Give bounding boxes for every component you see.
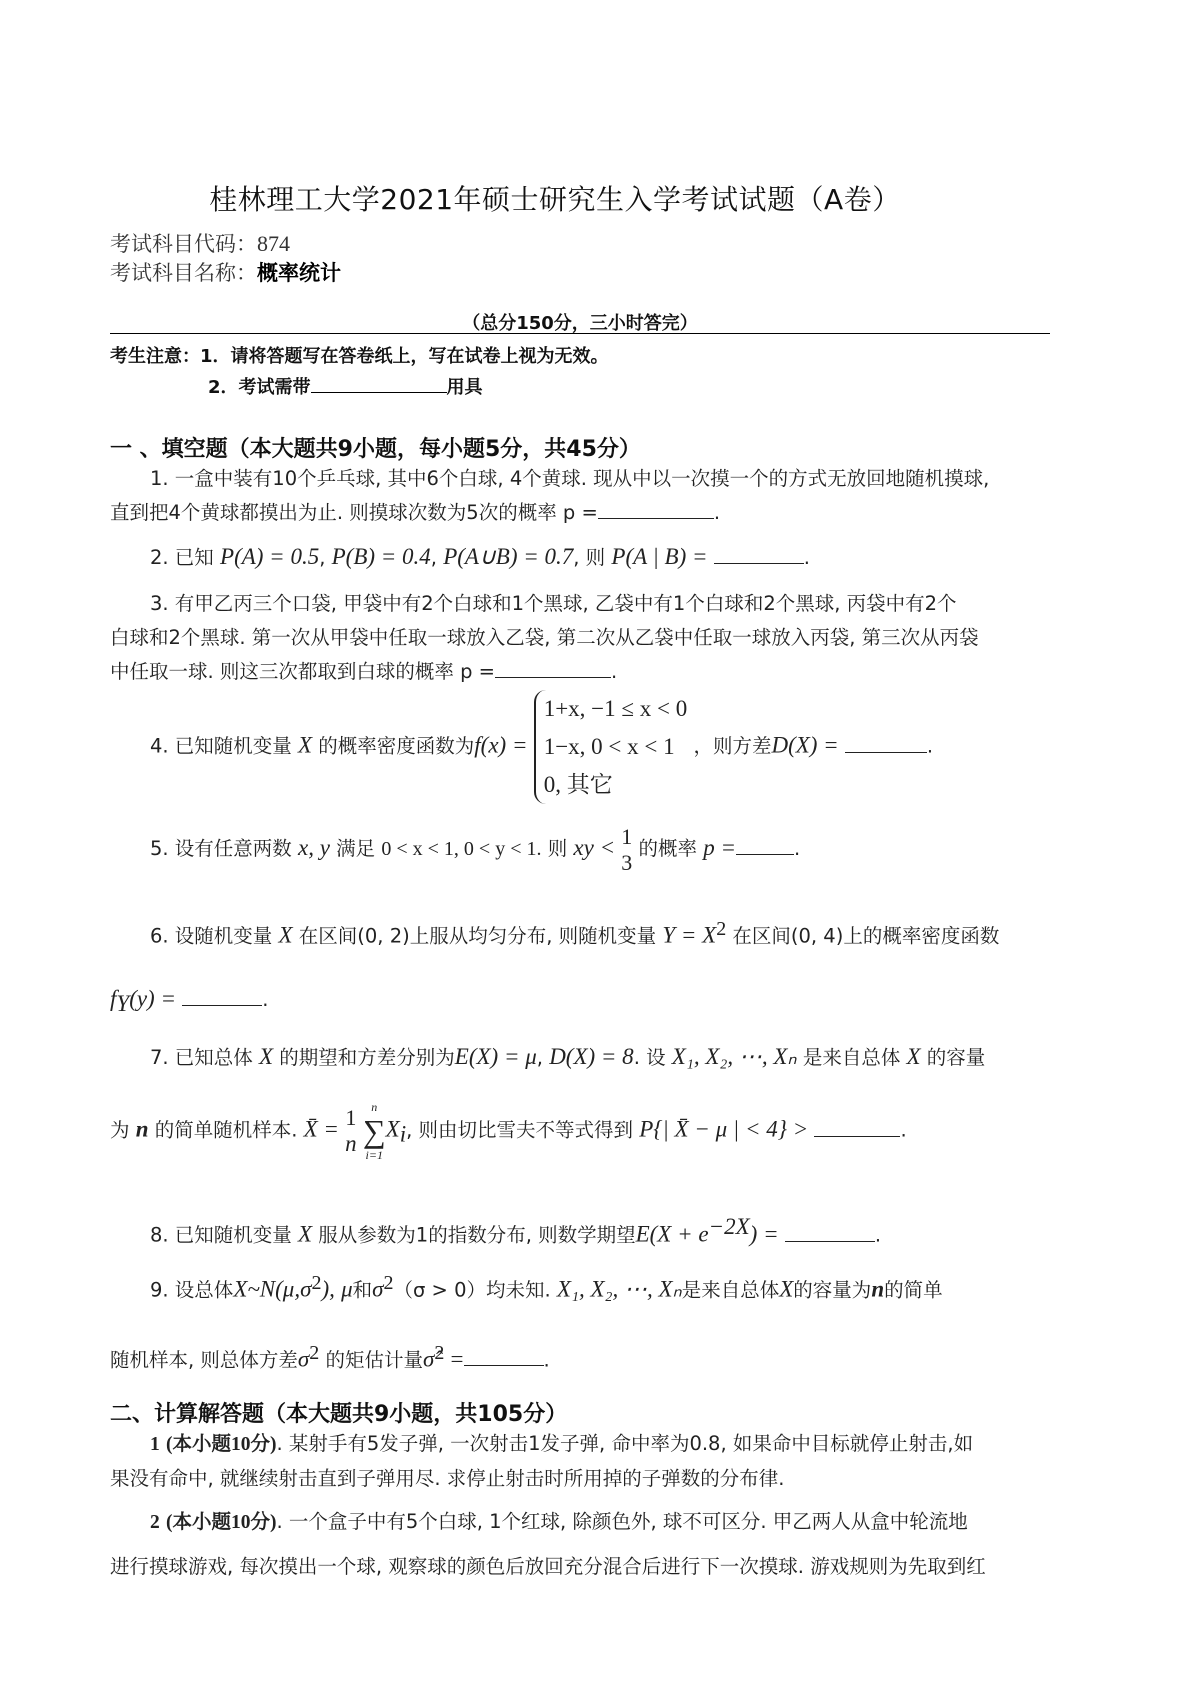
q7-var-2: X bbox=[906, 1044, 921, 1069]
q9-dist-exp: 2 bbox=[311, 1272, 322, 1294]
q8-close: ) = bbox=[749, 1221, 779, 1247]
q7-sample: X₁, X₂, ⋯, Xₙ bbox=[671, 1044, 797, 1069]
q2-expr-cond: P(A | B) = bbox=[611, 544, 708, 569]
notice-item-1 bbox=[110, 342, 609, 368]
q6-answer-blank bbox=[182, 983, 262, 1006]
q7-expectation: E(X) = μ bbox=[454, 1044, 537, 1069]
q7-summation bbox=[363, 1099, 386, 1163]
q8-var: X bbox=[298, 1221, 313, 1247]
q2-2-line2: 进行摸球游戏, 每次摸出一个球, 观察球的颜色后放回充分混合后进行下一次摸球. 游戏规则为先取到红 bbox=[110, 1555, 986, 1578]
q4-case-1: 1+x, −1 ≤ x < 0 bbox=[543, 696, 688, 721]
question-1-9: 9. 设总体$X\sim N(\mu,\sigma^2)$, μ和$\sigma^2(\sigma > 0)$均未知. X₁, X₂, ⋯, Xₙ是来自总体X的容量为n的简单 随机样本, 则总体方差$\sigma^2$ 的矩估计量σ̂$^2$ = . bbox=[110, 1272, 943, 1371]
q7-answer-blank bbox=[814, 1114, 900, 1137]
q4-piecewise bbox=[534, 690, 688, 804]
notice-text-2-prefix: 2．考试需带 bbox=[208, 377, 311, 398]
question-1-4: 4. 已知随机变量 X 的概率密度函数为f(x) = 1+x, −1 ≤ x < 0 1−x, 0 < x < 1 0, 其它 ，则方差D(X) = . bbox=[110, 690, 1080, 804]
q9-text-d: 的容量为 bbox=[793, 1278, 872, 1302]
q7-n: n bbox=[135, 1116, 149, 1142]
q9-sample: X₁, X₂, ⋯, Xₙ bbox=[556, 1276, 682, 1302]
q6-var: X bbox=[278, 922, 293, 948]
q5-answer-blank bbox=[736, 832, 794, 855]
q2-1-line1: . 某射手有5发子弹, 一次射击1发子弹, 命中率为0.8, 如果命中目标就停止射击,如 bbox=[276, 1432, 974, 1455]
question-2-1 bbox=[110, 1427, 1080, 1496]
q7-text-a: 7. 已知总体 bbox=[150, 1046, 253, 1069]
q4-case-3: 0, 其它 bbox=[543, 772, 613, 797]
question-1-5: 5. 设有任意两数 x, y 满足 0 < x < 1, 0 < y < 1. 则 xy < 1 3 的概率 p = . bbox=[150, 823, 801, 875]
q6-exponent: 2 bbox=[716, 918, 727, 940]
q7-text-c: . 设 bbox=[633, 1046, 666, 1069]
q8-exponent: −2X bbox=[708, 1214, 750, 1239]
question-1-8: 8. 已知随机变量 X 服从参数为1的指数分布, 则数学期望$E(X + e^{-2X})$ = . bbox=[150, 1214, 882, 1247]
q3-line2: 白球和2个黑球. 第一次从甲袋中任取一球放入乙袋, 第二次从乙袋中任取一球放入丙袋, 第三次从丙袋 bbox=[110, 626, 979, 649]
q7-frac-den: n bbox=[345, 1131, 357, 1156]
q8-prefix: 8. 已知随机变量 bbox=[150, 1223, 292, 1247]
q5-p: p = bbox=[703, 835, 736, 860]
q9-dist: X~N(μ,σ bbox=[233, 1276, 312, 1302]
q2-2-num: 2 bbox=[150, 1512, 160, 1533]
q6-fy-sub: Y bbox=[116, 990, 130, 1016]
q2-expr-pb: P(B) = 0.4 bbox=[331, 544, 431, 569]
q5-then: 则 bbox=[547, 837, 568, 860]
header-divider bbox=[110, 333, 1050, 334]
q5-vars: x, y bbox=[298, 835, 330, 860]
q2-1-score: (本小题10分) bbox=[165, 1434, 277, 1455]
notice-text-2-suffix: 用具 bbox=[446, 377, 483, 398]
q7-probability: P{| X̄ − μ | < 4} > bbox=[639, 1116, 809, 1142]
q4-prefix: 4. 已知随机变量 bbox=[150, 734, 292, 758]
q4-dx: D(X) = bbox=[771, 732, 839, 758]
q9-sigma-exp-2: 2 bbox=[309, 1341, 320, 1364]
q6-expr: Y = X bbox=[662, 922, 717, 948]
subject-code-value: 874 bbox=[257, 231, 290, 256]
q7-variance: D(X) = 8 bbox=[549, 1044, 634, 1069]
q7-fraction bbox=[345, 1105, 357, 1157]
q2-expr-pab: P(A∪B) = 0.7 bbox=[443, 544, 574, 569]
section-1-heading: 一 、填空题（本大题共9小题，每小题5分，共45分） bbox=[110, 437, 641, 462]
q9-and: 和 bbox=[352, 1278, 373, 1302]
q9-mu: μ bbox=[341, 1276, 353, 1302]
q4-case-2: 1−x, 0 < x < 1 bbox=[543, 734, 675, 759]
q7-text-f: 为 bbox=[110, 1118, 130, 1142]
subject-name-value: 概率统计 bbox=[257, 261, 341, 285]
q7-text-h: , 则由切比雪夫不等式得到 bbox=[406, 1118, 634, 1142]
q9-text-e: 的简单 bbox=[884, 1278, 943, 1302]
q9-answer-blank bbox=[464, 1343, 544, 1366]
subject-name-label: 考试科目名称： bbox=[110, 261, 257, 285]
q4-mid: 的概率密度函数为 bbox=[318, 734, 475, 758]
q7-frac-num: 1 bbox=[345, 1105, 357, 1130]
notice-item-2 bbox=[208, 373, 483, 399]
q1-answer-blank bbox=[598, 496, 714, 519]
question-1-3: 3. 有甲乙丙三个口袋, 甲袋中有2个白球和1个黑球, 乙袋中有1个白球和2个黑球, 丙袋中有2个 白球和2个黑球. 第一次从甲袋中任取一球放入乙袋, 第二次从乙袋中任取一球放入丙袋, 第三次从丙袋 中任取一球. 则这三次都取到白球的概率 p = . bbox=[110, 592, 979, 683]
q5-suffix: 的概率 bbox=[638, 837, 698, 860]
q4-suffix: ，则方差 bbox=[693, 734, 772, 758]
q5-prefix: 5. 设有任意两数 bbox=[150, 837, 292, 860]
q9-var: X bbox=[779, 1276, 794, 1302]
q9-cond: （σ > 0） bbox=[393, 1278, 486, 1302]
q8-expr: E(X + e bbox=[635, 1221, 709, 1247]
q7-text-d: 是来自总体 bbox=[802, 1046, 901, 1069]
question-2-2 bbox=[110, 1500, 1080, 1589]
tools-blank bbox=[311, 374, 447, 393]
q2-2-line1: . 一个盒子中有5个白球, 1个红球, 除颜色外, 球不可区分. 甲乙两人从盒中轮流地 bbox=[276, 1510, 968, 1533]
q4-fx: f(x) = bbox=[474, 732, 528, 758]
q1-line1: 1. 一盒中装有10个乒乓球, 其中6个白球, 4个黄球. 现从中以一次摸一个的方式无放回地随机摸球, bbox=[150, 467, 990, 490]
q9-dist-close: ), bbox=[321, 1276, 335, 1302]
subject-code bbox=[110, 228, 290, 258]
q2-expr-pa: P(A) = 0.5 bbox=[220, 544, 320, 569]
q9-text-a: 9. 设总体 bbox=[150, 1278, 234, 1302]
q9-text-c: 是来自总体 bbox=[681, 1278, 780, 1302]
q5-expr: xy < bbox=[573, 835, 616, 860]
q1-line2: 直到把4个黄球都摸出为止. 则摸球次数为5次的概率 p = bbox=[110, 501, 598, 524]
subject-code-label: 考试科目代码： bbox=[110, 232, 257, 256]
q5-numerator: 1 bbox=[621, 823, 633, 849]
question-1-1: 1. 一盒中装有10个乒乓球, 其中6个白球, 4个黄球. 现从中以一次摸一个的方式无放回地随机摸球, 直到把4个黄球都摸出为止. 则摸球次数为5次的概率 p = . bbox=[110, 467, 990, 524]
q3-line1: 3. 有甲乙丙三个口袋, 甲袋中有2个白球和1个黑球, 乙袋中有1个白球和2个黑球, 丙袋中有2个 bbox=[150, 592, 957, 615]
q9-estimator: σ̂ bbox=[422, 1346, 435, 1371]
q6-text-a: 6. 设随机变量 bbox=[150, 924, 273, 948]
q2-2-score: (本小题10分) bbox=[165, 1512, 277, 1533]
q9-estimator-exp: 2 bbox=[434, 1341, 445, 1364]
q6-text-c: 在区间(0, 4)上的概率密度函数 bbox=[732, 924, 1000, 948]
q2-answer-blank bbox=[714, 541, 804, 564]
notice-label: 考生注意： bbox=[110, 346, 200, 367]
q9-eq: = bbox=[450, 1346, 464, 1371]
q9-text-b: 均未知. bbox=[486, 1278, 551, 1302]
q5-condition: 0 < x < 1, 0 < y < 1. bbox=[381, 838, 542, 860]
q4-var: X bbox=[298, 732, 313, 758]
q5-mid: 满足 bbox=[336, 837, 376, 860]
q9-sigma-2: σ bbox=[297, 1346, 310, 1371]
q8-mid: 服从参数为1的指数分布, 则数学期望 bbox=[318, 1223, 636, 1247]
q7-sum-top: n bbox=[371, 1100, 378, 1114]
q9-text-f: 随机样本, 则总体方差 bbox=[110, 1348, 298, 1371]
q3-line3: 中任取一球. 则这三次都取到白球的概率 p = bbox=[110, 660, 496, 683]
q8-answer-blank bbox=[785, 1219, 875, 1242]
exam-title: 桂林理工大学2021年硕士研究生入学考试试题（A卷） bbox=[209, 183, 901, 216]
q2-1-num: 1 bbox=[150, 1434, 160, 1455]
q7-xbar: X̄ = bbox=[303, 1116, 339, 1142]
q7-xi: X bbox=[385, 1116, 400, 1142]
notice-text-1: 1．请将答题写在答卷纸上，写在试卷上视为无效。 bbox=[200, 346, 609, 367]
question-1-6: 6. 设随机变量 X 在区间(0, 2)上服从均匀分布, 则随机变量 $Y = X^2$ 在区间(0, 4)上的概率密度函数 $f_Y(y)$ = . bbox=[110, 918, 1000, 1016]
q7-text-e: 的容量 bbox=[926, 1046, 986, 1069]
question-1-7: 7. 已知总体 X 的期望和方差分别为E(X) = μ, D(X) = 8. 设 X₁, X₂, ⋯, Xₙ 是来自总体 X 的容量 为 n 的简单随机样本. X̄ = 1 n n ∑ i=1 $X_i$, 则由切比雪夫不等式得到 P{| X̄ − μ | < 4} > . bbox=[110, 1044, 986, 1162]
q2-1-line2: 果没有命中, 就继续射击直到子弹用尽. 求停止射击时所用掉的子弹数的分布律. bbox=[110, 1467, 785, 1490]
q2-then: , 则 bbox=[573, 546, 606, 569]
total-score-note: （总分150分，三小时答完） bbox=[462, 313, 698, 334]
sigma-icon: ∑ bbox=[362, 1113, 386, 1149]
q9-sigma-exp: 2 bbox=[383, 1272, 394, 1294]
q7-text-g: 的简单随机样本. bbox=[154, 1118, 298, 1142]
q9-text-g: 的矩估计量 bbox=[325, 1348, 423, 1371]
q5-denominator: 3 bbox=[621, 849, 633, 875]
q2-prefix: 2. 已知 bbox=[150, 546, 214, 569]
q5-fraction bbox=[621, 824, 632, 876]
section-2-heading: 二、计算解答题（本大题共9小题，共105分） bbox=[110, 1402, 568, 1427]
q7-text-b: 的期望和方差分别为 bbox=[279, 1046, 455, 1069]
q6-text-b: 在区间(0, 2)上服从均匀分布, 则随机变量 bbox=[298, 924, 657, 948]
q9-sigma: σ bbox=[372, 1276, 384, 1302]
q9-n: n bbox=[871, 1276, 885, 1302]
q3-answer-blank bbox=[495, 655, 611, 678]
q7-sum-bottom: i=1 bbox=[365, 1148, 383, 1162]
subject-name bbox=[110, 257, 341, 287]
q4-answer-blank bbox=[845, 730, 927, 753]
q7-var: X bbox=[259, 1044, 274, 1069]
question-1-2: 2. 已知 P(A) = 0.5, P(B) = 0.4, P(A∪B) = 0.7, 则 P(A | B) = . bbox=[110, 540, 1080, 575]
q6-fy: f bbox=[110, 985, 117, 1011]
q7-xi-sub: i bbox=[399, 1121, 407, 1147]
q6-fy-arg: (y) = bbox=[129, 985, 176, 1011]
